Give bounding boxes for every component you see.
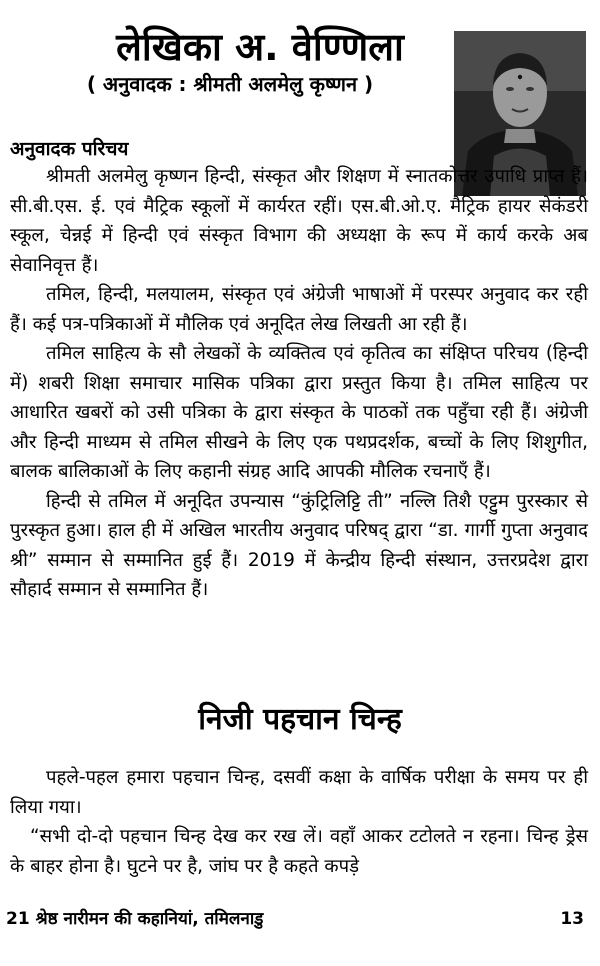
- footer-book-title: 21 श्रेष्ठ नारीमन की कहानियां, तमिलनाडु: [6, 909, 264, 929]
- story-paragraph-2: “सभी दो-दो पहचान चिन्ह देख कर रख लें। वहाँ आकर टटोलते न रहना। चिन्ह ड्रेस के बाहर होना है। घुटने पर है, जांघ पर है कहते कपड़े: [10, 826, 588, 877]
- story-title: निजी पहचान चिन्ह: [198, 702, 402, 737]
- translator-line: ( अनुवादक : श्रीमती अलमेलु कृष्णन ): [86, 72, 374, 96]
- story-paragraph-1: पहले-पहल हमारा पहचान चिन्ह, दसवीं कक्षा के वार्षिक परीक्षा के समय पर ही लिया गया।: [10, 767, 588, 818]
- translator-intro-heading: अनुवादक परिचय: [10, 138, 129, 160]
- bio-paragraph-2: तमिल, हिन्दी, मलयालम, संस्कृत एवं अंग्रेजी भाषाओं में परस्पर अनुवाद कर रही हैं। कई पत्र-पत्रिकाओं में मौलिक एवं अनूदित लेख लिखती आ रही हैं।: [10, 284, 588, 335]
- translator-bio: [10, 162, 588, 605]
- author-title: लेखिका अ. वेण्णिला: [116, 25, 404, 69]
- bio-paragraph-1: श्रीमती अलमेलु कृष्णन हिन्दी, संस्कृत और शिक्षण में स्नातकोत्तर उपाधि प्राप्त हैं। सी.बी.एस. ई. एवं मैट्रिक स्कूलों में कार्यरत रहीं। एस.बी.ओ.ए. मैट्रिक हायर सेकंडरी स्कूल, चेन्नई में हिन्दी एवं संस्कृत विभाग की अध्यक्षा के रूप में कार्य करके अब सेवानिवृत्त हैं।: [10, 166, 588, 276]
- story-text: [10, 763, 588, 881]
- page-number: 13: [560, 909, 584, 929]
- bio-paragraph-4: हिन्दी से तमिल में अनूदित उपन्यास “कुंट्रिलिट्टि ती” नल्लि तिशै एट्टुम पुरस्कार से पुरस्कृत हुआ। हाल ही में अखिल भारतीय अनुवाद परिषद् द्वारा “डा. गार्गी गुप्ता अनुवाद श्री” सम्मान से सम्मानित हुई हैं। 2019 में केन्द्रीय हिन्दी संस्थान, उत्तरप्रदेश द्वारा सौहार्द सम्मान से सम्मानित हैं।: [10, 490, 588, 600]
- bio-paragraph-3: तमिल साहित्य के सौ लेखकों के व्यक्तित्व एवं कृतित्व का संक्षिप्त परिचय (हिन्दी में) शबरी शिक्षा समाचार मासिक पत्रिका द्वारा प्रस्तुत किया है। तमिल साहित्य पर आधारित खबरों को उसी पत्रिका के द्वारा संस्कृत के पाठकों तक पहुँचा रही हैं। अंग्रेजी और हिन्दी माध्यम से तमिल सीखने के लिए एक पथप्रदर्शक, बच्चों के लिए शिशुगीत, बालक बालिकाओं के लिए कहानी संग्रह आदि आपकी मौलिक रचनाएँ हैं।: [10, 343, 588, 482]
